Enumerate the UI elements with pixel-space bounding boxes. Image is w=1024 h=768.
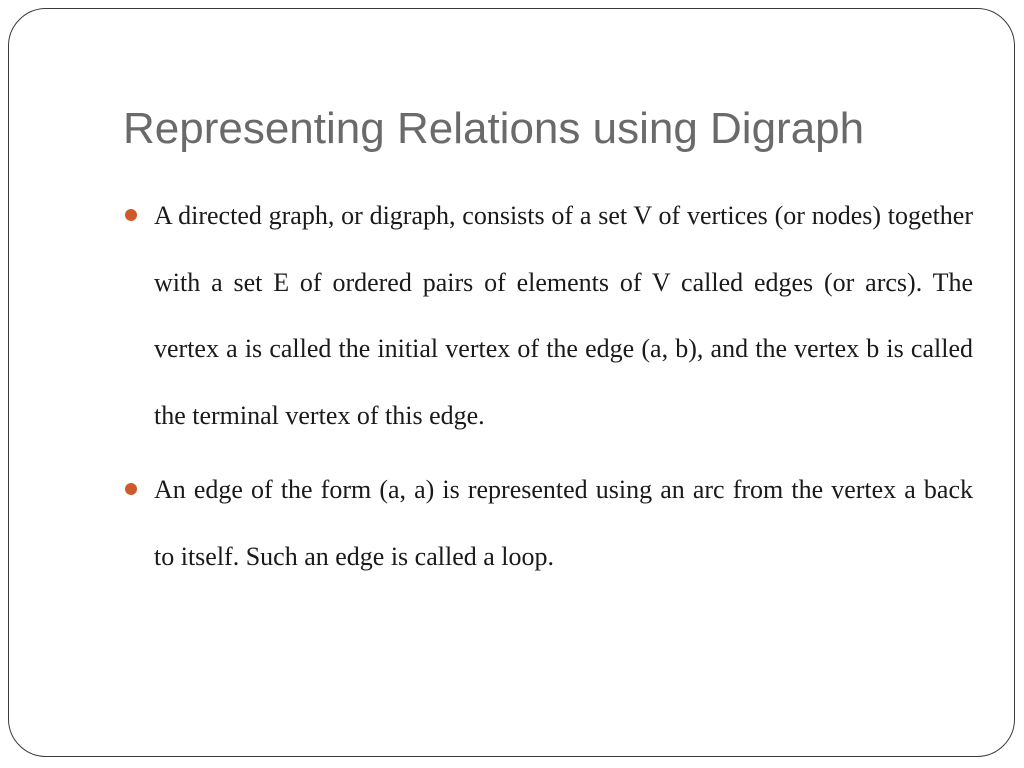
bullet-text: An edge of the form (a, a) is represented using an arc from the vertex a back to itself. Such an edge is called a loop.: [154, 475, 973, 571]
slide-title: Representing Relations using Digraph: [123, 104, 865, 153]
slide-frame: [8, 8, 1015, 757]
bullet-item: [123, 183, 973, 449]
bullet-dot-icon: [125, 483, 137, 495]
bullet-dot-icon: [125, 209, 137, 221]
bullet-text: A directed graph, or digraph, consists of a set V of vertices (or nodes) together with a set E of ordered pairs of elements of V called edges (or arcs). The vertex a is called the initial vertex of the edge (a, b), and the vertex b is called the terminal vertex of this edge.: [154, 201, 973, 430]
bullet-list: [123, 183, 973, 598]
bullet-item: [123, 457, 973, 590]
